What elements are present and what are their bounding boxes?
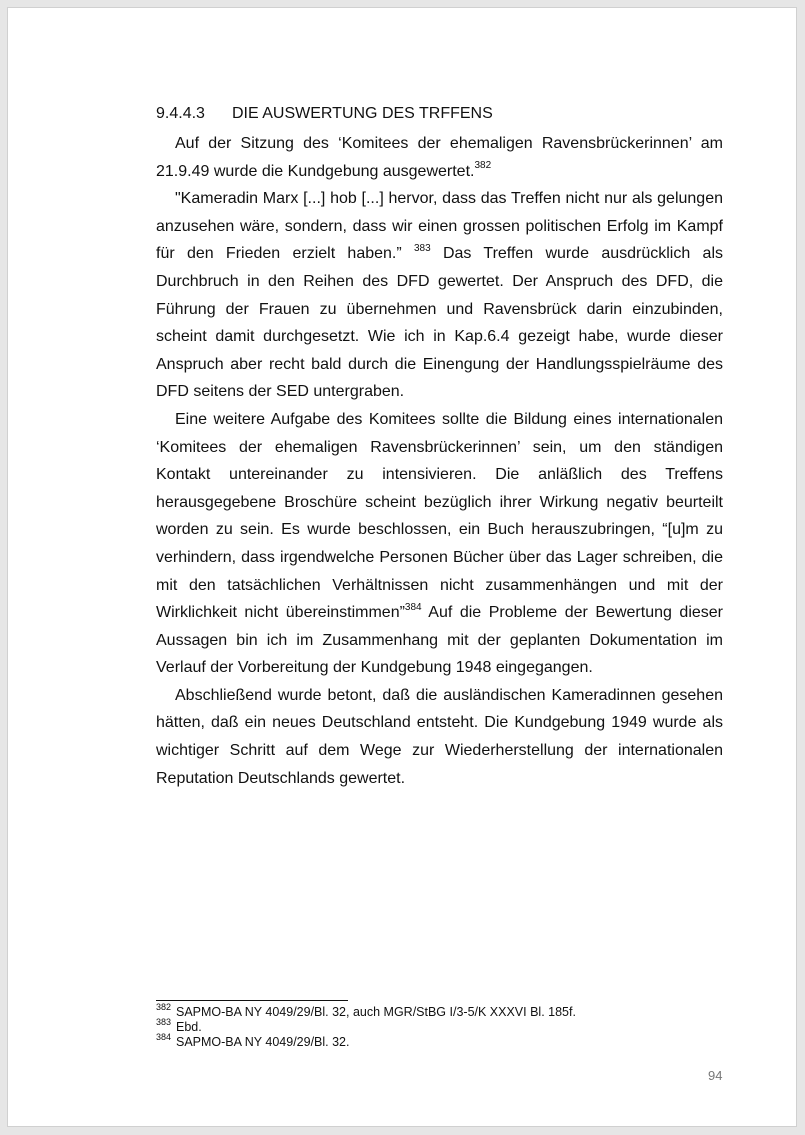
section-number: 9.4.4.3 <box>156 105 205 122</box>
footnote: $^{384}$ SAPMO-BA NY 4049/29/Bl. 32. <box>156 1031 350 1049</box>
footnote-separator <box>156 1000 348 1001</box>
footnote-text: Ebd. <box>176 1020 202 1034</box>
footnote-text: SAPMO-BA NY 4049/29/Bl. 32. <box>176 1035 350 1049</box>
footnote-reference[interactable]: 383 <box>413 243 431 255</box>
footnotes <box>156 1000 723 1050</box>
paragraph-text: Abschließend wurde betont, daß die ausländischen Kameradinnen gesehen hätten, daß ein neues Deutschland entsteht. Die Kundgebung 1949 wurde als wichtiger Schritt auf dem Wege zur Wiederherstellung der internationalen Reputation Deutschlands gewertet. <box>156 686 723 787</box>
paragraph-text: Das Treffen wurde ausdrücklich als Durchbruch in den Reihen des DFD gewertet. Der Anspruch des DFD, die Führung der Frauen zu übernehmen und Ravensbrück darin einzubinden, scheint damit durchgesetzt. Wie ich in Kap.6.4 gezeigt habe, wurde dieser Anspruch aber recht bald durch die Einengung der Handlungsspielräume des DFD seitens der SED untergraben. <box>156 245 723 401</box>
footnote: $^{383}$ Ebd. <box>156 1016 202 1034</box>
paragraph-list <box>156 130 723 792</box>
paragraph-text: Eine weitere Aufgabe des Komitees sollte die Bildung eines internationalen ‘Komitees der ehemaligen Ravensbrückerinnen’ sein, um den ständigen Kontakt untereinander zu intensivieren. Die anläßlich des Treffens herausgegebene Broschüre scheint bezüglich ihrer Wirkung negativ beurteilt worden zu sein. Es wurde beschlossen, ein Buch herauszubringen, “[u]m zu verhindern, dass irgendwelche Personen Bücher über das Lager schreiben, die mit den tatsächlichen Verhältnissen nicht zusammenhängen und mit der Wirklichkeit nicht übereinstimmen” <box>156 410 723 622</box>
footnote-reference[interactable]: 384 <box>404 601 422 613</box>
body-paragraph <box>156 130 723 185</box>
body-paragraph <box>156 682 723 792</box>
footnote-text: SAPMO-BA NY 4049/29/Bl. 32, auch MGR/StBG I/3-5/K XXXVI Bl. 185f. <box>176 1005 576 1019</box>
page-body <box>156 102 723 792</box>
body-paragraph <box>156 185 723 406</box>
document-page <box>7 7 797 1127</box>
body-paragraph <box>156 406 723 682</box>
paragraph-text: Auf die Probleme der Bewertung dieser Aussagen bin ich im Zusammenhang mit der geplanten Dokumentation im Verlauf der Vorbereitung der Kundgebung 1948 eingegangen. <box>156 604 723 677</box>
section-title: DIE AUSWERTUNG DES TRFFENS <box>232 105 493 122</box>
footnote-list <box>156 1001 723 1050</box>
section-heading <box>156 102 723 126</box>
page-number: 94 <box>708 1068 723 1083</box>
paragraph-text: Auf der Sitzung des ‘Komitees der ehemaligen Ravensbrückerinnen’ am 21.9.49 wurde die Kundgebung ausgewertet. <box>156 135 723 180</box>
footnote: $^{382}$ SAPMO-BA NY 4049/29/Bl. 32, auch MGR/StBG I/3-5/K XXXVI Bl. 185f. <box>156 1001 576 1019</box>
footnote-reference[interactable]: 382 <box>474 160 492 172</box>
paragraph-text: "Kameradin Marx [...] hob [...] hervor, dass das Treffen nicht nur als gelungen anzusehen wäre, sondern, dass wir einen grossen politischen Erfolg im Kampf für den Frieden erzielt haben.” <box>156 190 723 263</box>
